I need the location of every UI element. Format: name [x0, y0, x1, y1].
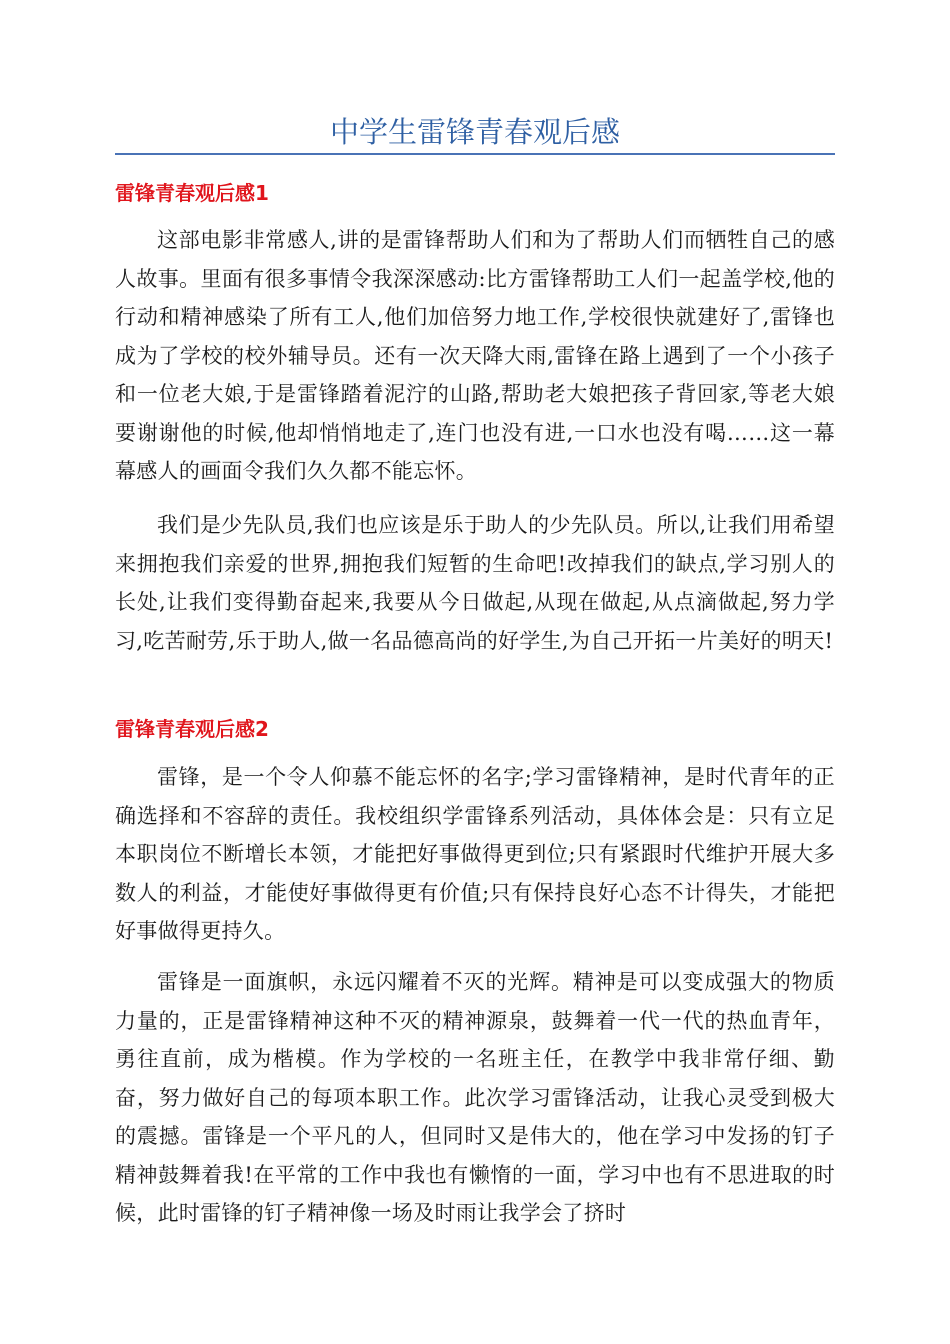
section-2-paragraph-1: 雷锋，是一个令人仰慕不能忘怀的名字;学习雷锋精神，是时代青年的正确选择和不容辞的责任。我校组织学雷锋系列活动，具体体会是：只有立足本职岗位不断增长本领，才能把好事做得更到位;只有紧跟时代维护开展大多数人的利益，才能使好事做得更有价值;只有保持良好心态不计得失，才能把好事做得更持久。 [115, 765, 835, 943]
title-underline [115, 153, 835, 155]
section-heading-1: 雷锋青春观后感1 [115, 181, 269, 205]
section-1-paragraph-1: 这部电影非常感人,讲的是雷锋帮助人们和为了帮助人们而牺牲自己的感人故事。里面有很多事情令我深深感动:比方雷锋帮助工人们一起盖学校,他的行动和精神感染了所有工人,他们加倍努力地工作,学校很快就建好了,雷锋也成为了学校的校外辅导员。还有一次天降大雨,雷锋在路上遇到了一个小孩子和一位老大娘,于是雷锋踏着泥泞的山路,帮助老大娘把孩子背回家,等老大娘要谢谢他的时候,他却悄悄地走了,连门也没有进,一口水也没有喝……这一幕幕感人的画面令我们久久都不能忘怀。 [115, 228, 835, 483]
section-2-paragraph-2: 雷锋是一面旗帜，永远闪耀着不灭的光辉。精神是可以变成强大的物质力量的，正是雷锋精神这种不灭的精神源泉，鼓舞着一代一代的热血青年，勇往直前，成为楷模。作为学校的一名班主任，在教学中我非常仔细、勤奋，努力做好自己的每项本职工作。此次学习雷锋活动，让我心灵受到极大的震撼。雷锋是一个平凡的人，但同时又是伟大的，他在学习中发扬的钉子精神鼓舞着我!在平常的工作中我也有懒惰的一面，学习中也有不思进取的时候，此时雷锋的钉子精神像一场及时雨让我学会了挤时 [115, 970, 835, 1225]
document-title: 中学生雷锋青春观后感 [329, 115, 620, 149]
section-heading-2: 雷锋青春观后感2 [115, 717, 269, 741]
section-1-paragraph-2: 我们是少先队员,我们也应该是乐于助人的少先队员。所以,让我们用希望来拥抱我们亲爱的世界,拥抱我们短暂的生命吧!改掉我们的缺点,学习别人的长处,让我们变得勤奋起来,我要从今日做起,从现在做起,从点滴做起,努力学习,吃苦耐劳,乐于助人,做一名品德高尚的好学生,为自己开拓一片美好的明天! [115, 513, 835, 653]
